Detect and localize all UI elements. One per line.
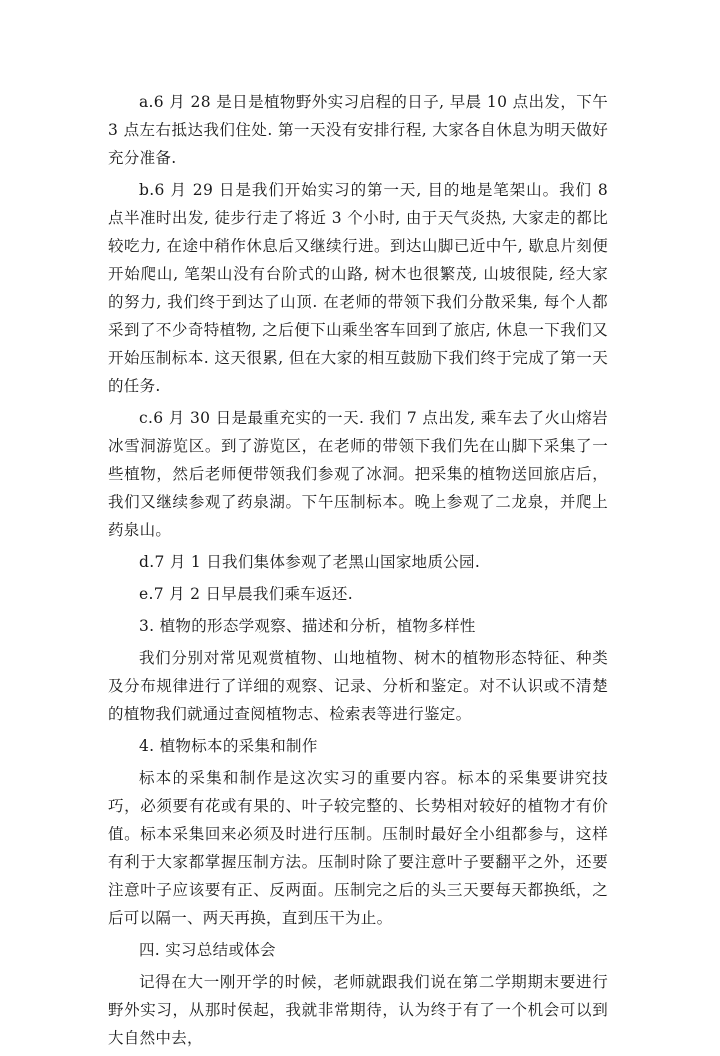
paragraph-day-5: e.7 月 2 日早晨我们乘车返还. <box>139 585 353 603</box>
section-heading-iv: 四. 实习总结或体会 <box>139 941 276 959</box>
paragraph-section-4: 标本的采集和制作是这次实习的重要内容。标本的采集要讲究技巧，必须要有花或有果的、叶子较完整的、长势相对较好的植物才有价值。标本采集回来必须及时进行压制。压制时最好全小组都参与，这样有利于大家都掌握压制方法。压制时除了要注意叶子要翻平之外，还要注意叶子应该要有正、反两面。压制完之后的头三天要每天都换纸，之后可以隔一、两天再换，直到压干为止。 <box>108 769 608 927</box>
document-body <box>108 88 608 1056</box>
paragraph-day-4: d.7 月 1 日我们集体参观了老黑山国家地质公园. <box>139 553 481 571</box>
paragraph-section-3: 我们分别对常见观赏植物、山地植物、树木的植物形态特征、种类及分布规律进行了详细的观察、记录、分析和鉴定。对不认识或不清楚的植物我们就通过查阅植物志、检索表等进行鉴定。 <box>108 649 608 723</box>
paragraph-day-3: c.6 月 30 日是最重充实的一天. 我们 7 点出发, 乘车去了火山熔岩冰雪洞游览区。到了游览区，在老师的带领下我们先在山脚下采集了一些植物，然后老师便带领我们参观了冰洞。把采集的植物送回旅店后，我们又继续参观了药泉湖。下午压制标本。晚上参观了二龙泉，并爬上药泉山。 <box>108 409 608 539</box>
paragraph-day-2: b.6 月 29 日是我们开始实习的第一天, 目的地是笔架山。我们 8 点半准时出发, 徒步行走了将近 3 个小时, 由于天气炎热, 大家走的都比较吃力, 在途中稍作休息后又继续行进。到达山脚已近中午, 歇息片刻便开始爬山, 笔架山没有台阶式的山路, 树木也很繁茂, 山坡很陡, 经大家的努力, 我们终于到达了山顶. 在老师的带领下我们分散采集, 每个人都采到了不少奇特植物, 之后便下山乘坐客车回到了旅店, 休息一下我们又开始压制标本. 这天很累, 但在大家的相互鼓励下我们终于完成了第一天的任务. <box>108 181 608 395</box>
paragraph-day-1: a.6 月 28 是日是植物野外实习启程的日子, 早晨 10 点出发，下午 3 点左右抵达我们住处. 第一天没有安排行程, 大家各自休息为明天做好充分准备. <box>108 93 608 167</box>
section-heading-4: 4. 植物标本的采集和制作 <box>139 737 318 755</box>
section-heading-3: 3. 植物的形态学观察、描述和分析，植物多样性 <box>139 617 476 635</box>
paragraph-summary: 记得在大一刚开学的时候，老师就跟我们说在第二学期期末要进行野外实习，从那时侯起，我就非常期待，认为终于有了一个机会可以到大自然中去， <box>108 973 608 1047</box>
